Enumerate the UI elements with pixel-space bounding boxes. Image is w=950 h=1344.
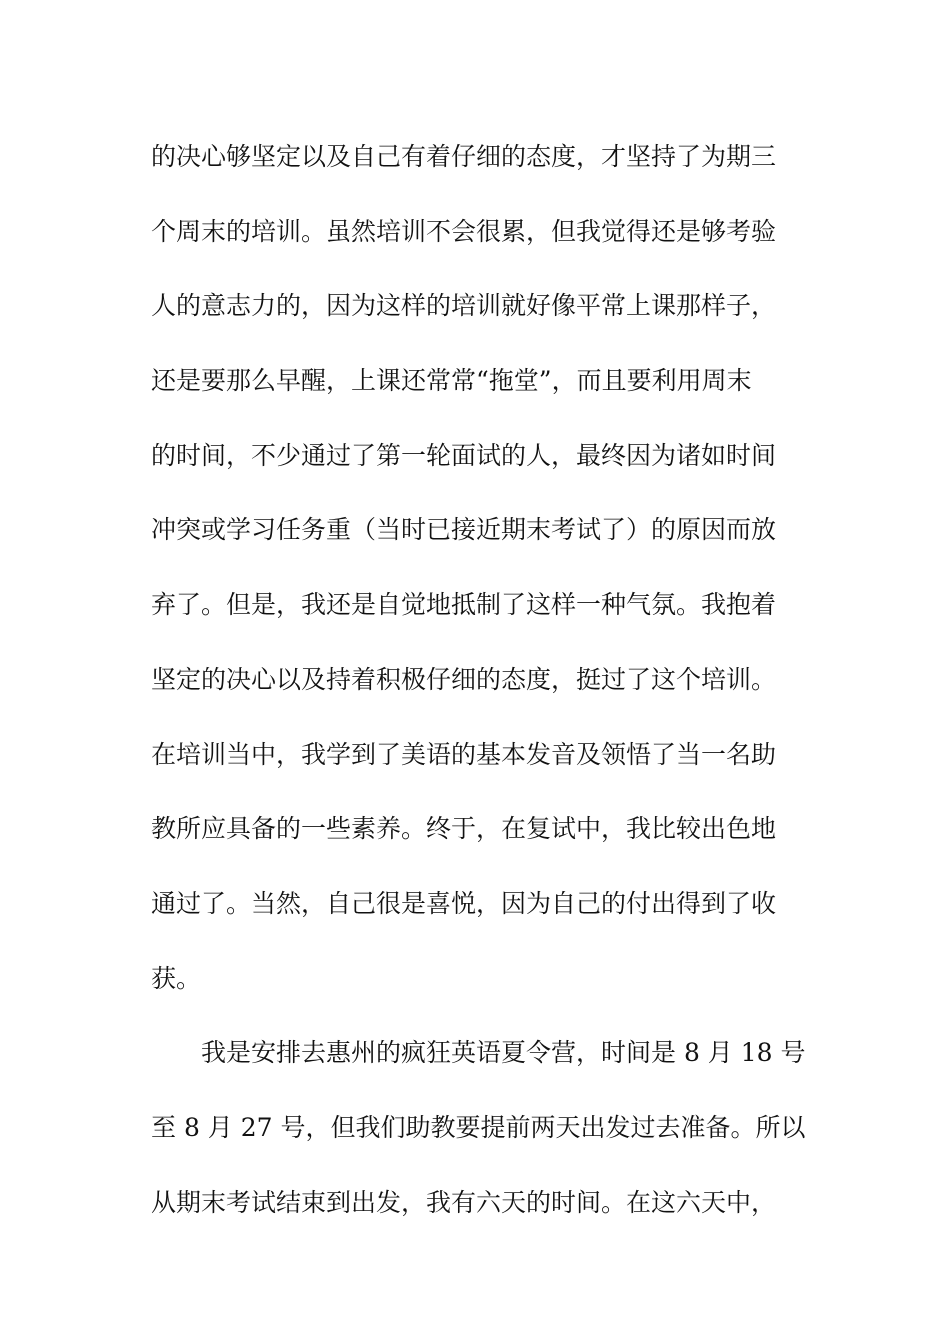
text-line: 还是要那么早醒，上课还常常“拖堂”，而且要利用周末 bbox=[151, 366, 752, 396]
text-line: 弃了。但是，我还是自觉地抵制了这样一种气氛。我抱着 bbox=[151, 590, 777, 620]
text-line: 冲突或学习任务重（当时已接近期末考试了）的原因而放 bbox=[151, 515, 777, 545]
text-line: 获。 bbox=[151, 963, 202, 993]
text-line: 在培训当中，我学到了美语的基本发音及领悟了当一名助 bbox=[151, 739, 777, 769]
text-line: 人的意志力的，因为这样的培训就好像平常上课那样子， bbox=[151, 291, 777, 321]
paragraph-1 bbox=[151, 120, 811, 1016]
text-line: 至 8 月 27 号，但我们助教要提前两天出发过去准备。所以 bbox=[151, 1112, 806, 1142]
text-line: 的决心够坚定以及自己有着仔细的态度，才坚持了为期三 bbox=[151, 142, 777, 171]
text-line: 的时间，不少通过了第一轮面试的人，最终因为诸如时间 bbox=[151, 440, 777, 470]
text-line: 教所应具备的一些素养。终于，在复试中，我比较出色地 bbox=[151, 814, 777, 844]
text-line: 通过了。当然，自己很是喜悦，因为自己的付出得到了收 bbox=[151, 888, 777, 918]
text-line: 我是安排去惠州的疯狂英语夏令营，时间是 8 月 18 号 bbox=[201, 1038, 806, 1068]
text-line: 个周末的培训。虽然培训不会很累，但我觉得还是够考验 bbox=[151, 216, 777, 246]
paragraph-2 bbox=[151, 1016, 811, 1240]
text-line: 从期末考试结束到出发，我有六天的时间。在这六天中， bbox=[151, 1187, 777, 1217]
body-text bbox=[151, 120, 811, 1240]
text-line: 坚定的决心以及持着积极仔细的态度，挺过了这个培训。 bbox=[151, 664, 777, 694]
